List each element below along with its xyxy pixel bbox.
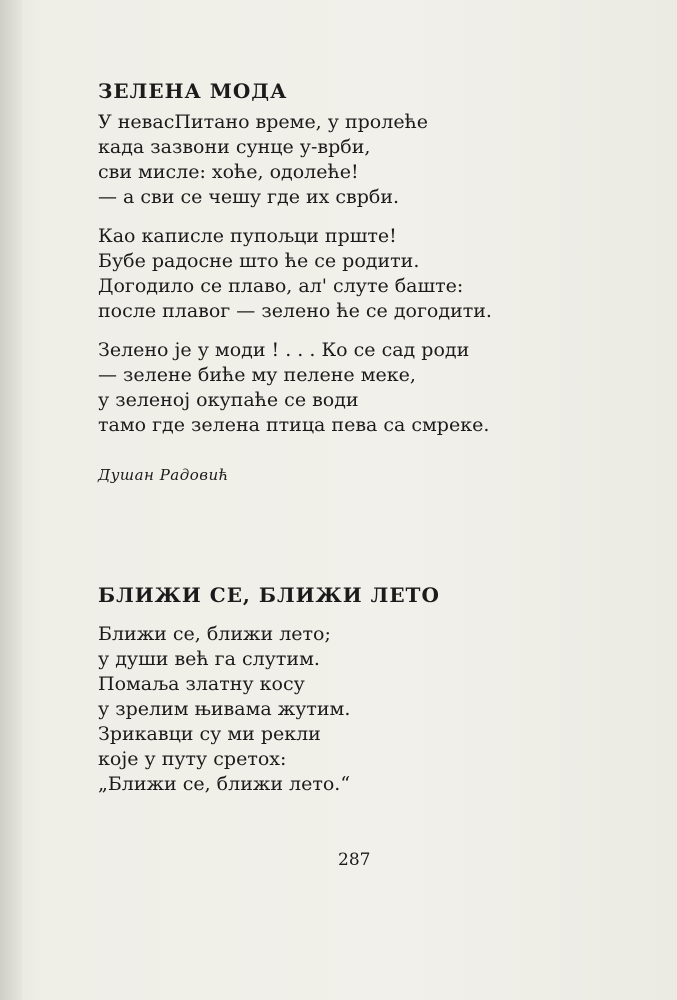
poem-line: Помаља златну косу (98, 673, 305, 695)
poem-line: када зазвони сунце у-врби, (98, 136, 371, 158)
poem-line: у души већ га слутим. (98, 648, 320, 670)
poem-1-stanza-1 (98, 110, 618, 210)
poem-line: Догодило се плаво, ал' слуте баште: (98, 275, 464, 297)
page-number: 287 (338, 850, 371, 870)
poem-line: Зелено је у моди ! . . . Ко се сад роди (98, 339, 470, 361)
poem-line: У невасПитано време, у пролеће (98, 111, 429, 133)
poem-line: Ближи се, ближи лето; (98, 623, 331, 645)
poem-line: у зрелим њивама жутим. (98, 698, 351, 720)
poem-line: — а сви се чешу где их сврби. (98, 186, 400, 208)
poem-2-title: БЛИЖИ СЕ, БЛИЖИ ЛЕТО (98, 583, 440, 607)
poem-line: после плавог — зелено ће се догодити. (98, 300, 492, 322)
poem-line: Као каписле пупољци прште! (98, 225, 397, 247)
poem-line: које у путу сретох: (98, 748, 287, 770)
poem-line: Бубе радосне што ће се родити. (98, 250, 420, 272)
poem-line: — зелене биће му пелене меке, (98, 364, 416, 386)
poem-1-stanza-3 (98, 338, 618, 438)
poem-line: Зрикавци су ми рекли (98, 723, 321, 745)
poem-1-title: ЗЕЛЕНА МОДА (98, 79, 288, 103)
page-spine-shadow (0, 0, 22, 1000)
poem-line: у зеленој окупаће се води (98, 389, 359, 411)
poem-1-author: Душан Радовић (98, 466, 229, 484)
poem-line: сви мисле: хоће, одолеће! (98, 161, 359, 183)
poem-1-stanza-2 (98, 224, 618, 324)
page-content (98, 80, 618, 797)
poem-line: „Ближи се, ближи лето.“ (98, 773, 351, 795)
poem-2-stanza-1 (98, 622, 618, 797)
poem-line: тамо где зелена птица пева са смреке. (98, 414, 490, 436)
